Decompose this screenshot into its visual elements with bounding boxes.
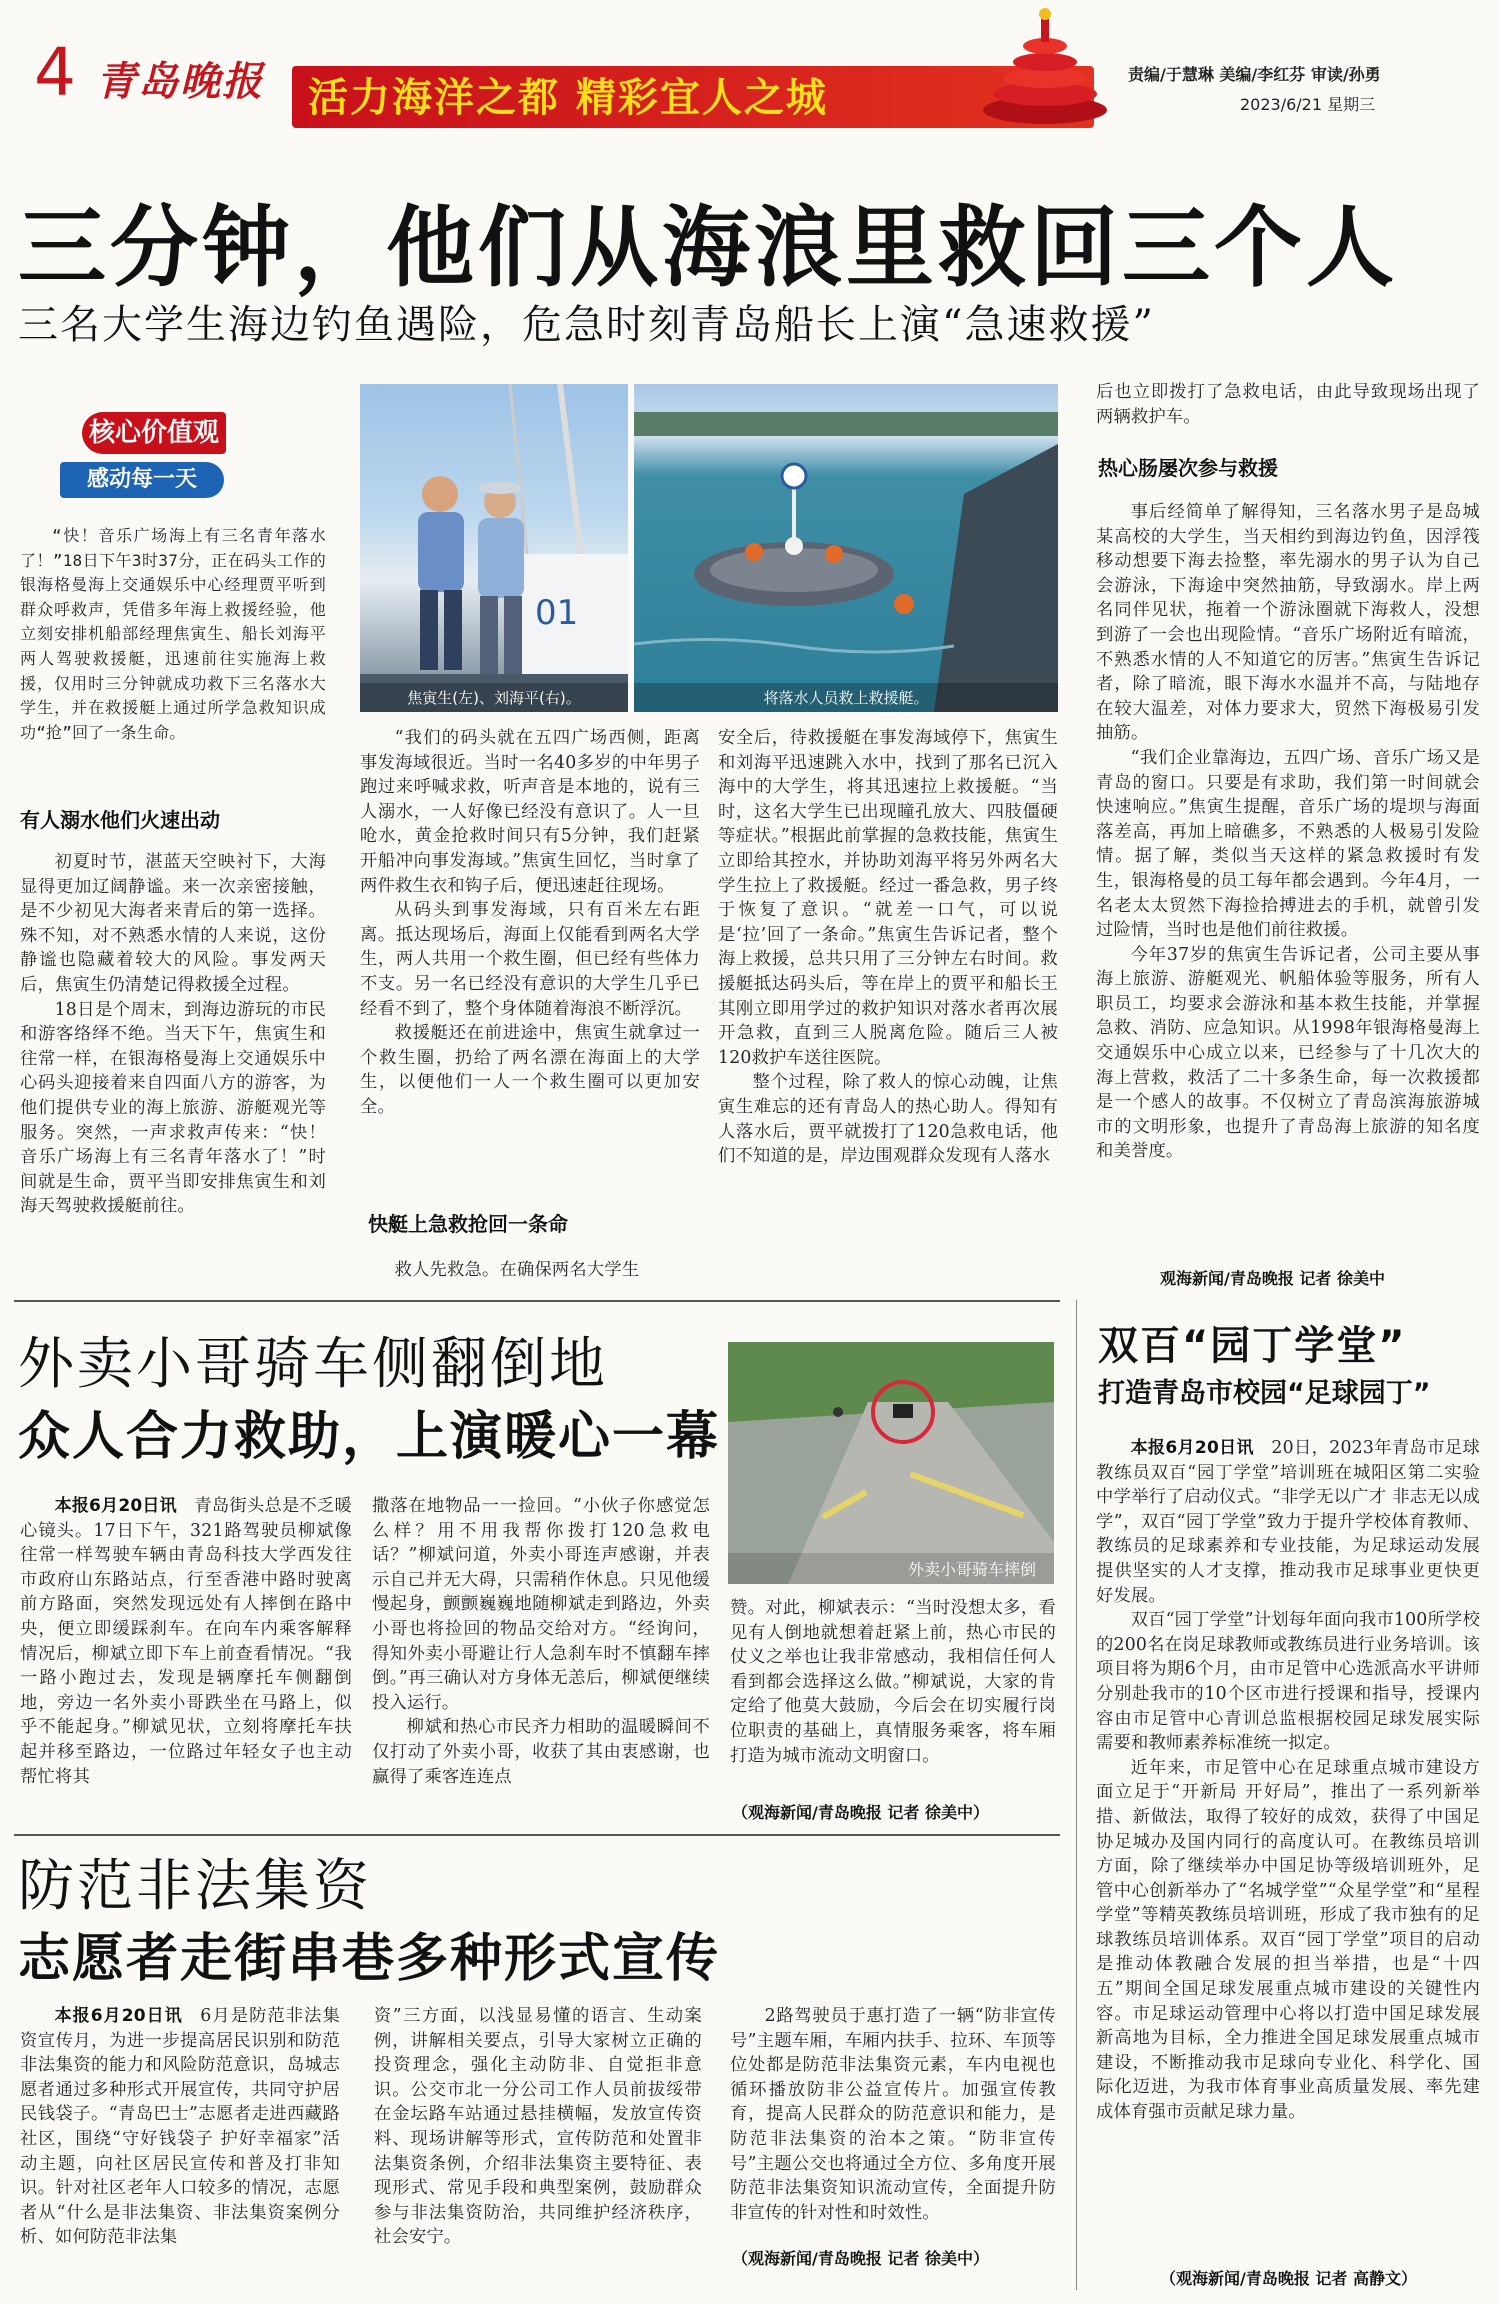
paragraph: 整个过程，除了救人的惊心动魄，让焦寅生难忘的还有青岛人的热心助人。得知有人落水后，贾平就拨打了120急救电话，他们不知道的是，岸边围观群众发现有人落水 [718, 1072, 1058, 1167]
paragraph-text: 青岛街头总是不乏暖心镜头。17日下午，321路驾驶员柳斌像往常一样驾驶车辆由青岛科技大学西发往市政府山东路站点，行至香港中路时驶离前方路面，突然发现远处有人摔倒在路中央，便立即缓踩刹车。在向车内乘客解释情况后，柳斌立即下车上前查看情况。“我一路小跑过去，发现是辆摩托车侧翻倒地，旁边一名外卖小哥跌坐在马路上，似乎不能起身。”柳斌见状，立刻将摩托车扶起并移至路边，一位路过年轻女子也主动帮忙将其 [20, 1496, 352, 1787]
paragraph: 撒落在地物品一一捡回。“小伙子你感觉怎么样？用不用我帮你拨打120急救电话？”柳斌问道，外卖小哥连声感谢，并表示自己并无大碍，只需稍作休息。只见他缓慢起身，颤颤巍巍地随柳斌走到路边，外卖小哥也将捡回的物品交给对方。“经询问，得知外卖小哥避让行人急刹车时不慎翻车摔倒。”再三确认对方身体无恙后，柳斌便继续投入运行。 [372, 1496, 710, 1713]
paragraph: 安全后，待救援艇在事发海域停下，焦寅生和刘海平迅速跳入水中，找到了那名已沉入海中的大学生，将其迅速拉上救援艇。“当时，这名大学生已出现瞳孔放大、四肢僵硬等症状。”根据此前掌握的急救技能，焦寅生立即给其控水，并协助刘海平将另外两名大学生拉上了救援艇。经过一番急救，男子终于恢复了意识。“就差一口气，可以说是‘拉’回了一条命。”焦寅生告诉记者，整个海上救援，总共只用了三分钟左右时间。救援艇抵达码头后，等在岸上的贾平和船长王其刚立即用学过的救护知识对落水者再次展开急救，直到三人脱离危险。随后三人被120救护车送往医院。 [718, 728, 1058, 1068]
paragraph: 初夏时节，湛蓝天空映衬下，大海显得更加辽阔静谧。来一次亲密接触，是不少初见大海者来青后的第一选择。殊不知，对不熟悉水情的人来说，这份静谧也隐藏着较大的风险。事发两天后，焦寅生仍清楚记得救援全过程。 [20, 852, 326, 995]
vertical-divider [1076, 1300, 1077, 2290]
badge-bottom: 感动每一天 [60, 462, 224, 498]
story1-lead [20, 524, 326, 745]
paragraph-text: 20日，2023年青岛市足球教练员双百“园丁学堂”培训班在城阳区第二实验中学举行了启动仪式。“非学无以广才 非志无以成学”，双百“园丁学堂”致力于提升学校体育教师、教练员的足球素养和专业技能，为足球运动发展提供坚实的人才支撑，推动我市足球事业更快更好发展。 [1096, 1438, 1480, 1606]
dateline: 本报6月20日讯 [54, 2006, 183, 2026]
rescue-boat-illustration [634, 384, 1058, 712]
paragraph: 2路驾驶员于惠打造了一辆“防非宣传号”主题车厢，车厢内扶手、拉环、车顶等位处都是防范非法集资元素，车内电视也循环播放防非公益宣传片。加强宣传教育，提高人民群众的防范意识和能力，是防范非法集资的治本之策。“防非宣传号”主题公交也将通过全方位、多角度开展防范非法集资知识流动宣传，全面提升防非宣传的针对性和时效性。 [730, 2006, 1056, 2223]
paragraph: 救援艇还在前进途中，焦寅生就拿过一个救生圈，扔给了两名漂在海面上的大学生，以便他们一人一个救生圈可以更加安全。 [360, 1023, 700, 1117]
dateline: 本报6月20日讯 [54, 1496, 177, 1516]
photo-rescuers [360, 384, 628, 712]
paragraph: “我们企业靠海边，五四广场、音乐广场又是青岛的窗口。只要是有求助，我们第一时间就会快速响应。”焦寅生提醒，音乐广场的堤坝与海面落差高，再加上暗礁多，不熟悉的人极易引发险情。据了解，类似当天这样的紧急救援时有发生，银海格曼的员工每年都会遇到。今年4月，一名老太太贸然下海捡拾搏进去的手机，就曾引发过险情，当时也是他们前往救援。 [1096, 747, 1480, 941]
divider [14, 1834, 1060, 1836]
story3-col1 [20, 2004, 340, 2250]
story3-headline-1: 防范非法集资 [18, 1854, 372, 1919]
paragraph: 后也立即拨打了急救电话，由此导致现场出现了两辆救护车。 [1096, 382, 1480, 427]
photo-rescue-boat [634, 384, 1058, 712]
story2-credit: （观海新闻/青岛晚报 记者 徐美中） [732, 1803, 989, 1822]
issue-date: 2023/6/21 星期三 [1240, 95, 1376, 114]
rescuers-illustration [360, 384, 628, 712]
story1-col2-end [360, 1258, 700, 1283]
lead-paragraph: “快！音乐广场海上有三名青年落水了！”18日下午3时37分，正在码头工作的银海格曼海上交通娱乐中心经理贾平听到群众呼救声，凭借多年海上救援经验，他立刻安排机船部经理焦寅生、船长刘海平两人驾驶救援艇，迅速前往实施海上救援，仅用时三分钟就成功救下三名落水大学生，并在救援艇上通过所学急救知识成功“抢”回了一条生命。 [20, 526, 326, 742]
paragraph [20, 1494, 352, 1789]
paragraph [20, 2004, 340, 2250]
story2-col3 [730, 1596, 1056, 1768]
story3-headline-2: 志愿者走街串巷多种形式宣传 [18, 1929, 721, 1989]
value-badge [60, 412, 226, 504]
staff-credits: 责编/于慧琳 美编/李红芬 审读/孙勇 [1128, 65, 1381, 84]
story1-col2 [360, 726, 700, 1120]
story3-credit: （观海新闻/青岛晚报 记者 徐美中） [732, 2249, 989, 2268]
dateline: 本报6月20日讯 [1130, 1438, 1254, 1458]
story1-subtitle-2: 快艇上急救抢回一条命 [368, 1212, 568, 1236]
story4-body [1096, 1436, 1480, 2125]
paragraph: 近年来，市足管中心在足球重点城市建设方面立足于“开新局 开好局”，推出了一系列新举措、新做法，取得了较好的成效，获得了中国足协足城办及国内同行的高度认可。在教练员培训方面，除了继续举办中国足协等级培训班外，足管中心创新举办了“名城学堂”“众星学堂”和“星程学堂”等精英教练员培训班，形成了我市独有的足球教练员培训体系。双百“园丁学堂”项目的启动是推动体教融合发展的担当举措，也是“十四五”期间全国足球发展重点城市建设的关键性内容。市足球运动管理中心将以打造中国足球发展新高地为目标，全力推进全国足球发展重点城市建设，不断推动我市足球向专业化、科学化、国际化迈进，为我市体育事业高质量发展、率先建成体育强市贡献足球力量。 [1096, 1757, 1480, 2123]
paper-name: 青岛晚报 [96, 58, 264, 105]
story2-col1 [20, 1494, 352, 1789]
paragraph-text: 6月是防范非法集资宣传月，为进一步提高居民识别和防范非法集资的能力和风险防范意识，岛城志愿者通过多种形式开展宣传，共同守护居民钱袋子。“青岛巴士”志愿者走进西藏路社区，围绕“守好钱袋子 护好幸福家”活动主题，向社区居民宣传和普及打非知识。针对社区老年人口较多的情况，志愿者从“什么是非法集资、非法集资案例分析、如何防范非法集 [20, 2006, 340, 2248]
paragraph: 事后经简单了解得知，三名落水男子是岛城某高校的大学生，当天相约到海边钓鱼，因浮筏移动想要下海去捡整，率先溺水的男子认为自己会游泳，下海途中突然抽筋，导致溺水。岸上两名同伴见状，拖着一个游泳圈就下海救人，没想到游了一会也出现险情。“音乐广场附近有暗流，不熟悉水情的人不知道它的厉害。”焦寅生告诉记者，除了暗流，眼下海水水温并不高，与陆地存在较大温差，对体力要求大，贸然下海极易引发抽筋。 [1096, 502, 1480, 744]
landmark-logo-icon [980, 6, 1110, 130]
paragraph: 18日是个周末，到海边游玩的市民和游客络绎不绝。当天下午，焦寅生和往常一样，在银海格曼海上交通娱乐中心码头迎接着来自四面八方的游客，为他们提供专业的海上旅游、游艇观光等服务。突然，一声求救声传来：“快！音乐广场海上有三名青年落水了！”时间就是生命，贾平当即安排焦寅生和刘海天驾驶救援艇前往。 [20, 999, 326, 1217]
paragraph: 救人先救急。在确保两名大学生 [394, 1260, 640, 1280]
paragraph: 资”三方面，以浅显易懂的语言、生动案例，讲解相关要点，引导大家树立正确的投资理念，强化主动防非、自觉拒非意识。公交市北一分公司工作人员前拔绥带在金坛路车站通过悬挂横幅，发放宣传资料、现场讲解等形式，宣传防范和处置非法集资条例，介绍非法集资主要特征、表现形式、常见手段和典型案例，鼓励群众参与非法集资防治，共同维护经济秩序，社会安宁。 [374, 2006, 702, 2248]
paragraph [1096, 1436, 1480, 1608]
story2-headline-1: 外卖小哥骑车侧翻倒地 [18, 1332, 608, 1397]
svg-text:01: 01 [535, 593, 579, 633]
story1-col4 [1096, 500, 1480, 1164]
paragraph: 柳斌和热心市民齐力相助的温暖瞬间不仅打动了外卖小哥，收获了其由衷感谢，也赢得了乘客连连点 [372, 1717, 710, 1787]
story2-col2 [372, 1494, 710, 1789]
paragraph: 赞。对此，柳斌表示：“当时没想太多，看见有人倒地就想着赶紧上前，热心市民的仗义之举也让我非常感动，我相信任何人看到都会选择这么做。”柳斌说，大家的肯定给了他莫大鼓励，今后会在切实履行岗位职责的基础上，真情服务乘客，将车厢打造为城市流动文明窗口。 [730, 1598, 1056, 1766]
badge-top: 核心价值观 [82, 412, 226, 454]
story4-credit: （观海新闻/青岛晚报 记者 高静文） [1160, 2269, 1417, 2288]
story1-credit: 观海新闻/青岛晚报 记者 徐美中 [1160, 1269, 1385, 1288]
story2-headline-2: 众人合力救助，上演暖心一幕 [18, 1407, 721, 1467]
paragraph: “我们的码头就在五四广场西侧，距离事发海域很近。当时一名40多岁的中年男子跑过来呼喊求救，听声音是本地的，说有三人溺水，一人好像已经没有意识了。人一旦呛水，黄金抢救时间只有5分钟，我们赶紧开船冲向事发海域。”焦寅生回忆，当时拿了两件救生衣和钩子后，便迅速赶往现场。 [360, 728, 700, 896]
photo-accident [728, 1342, 1054, 1584]
divider [14, 1300, 1060, 1302]
paragraph: 从码头到事发海域，只有百米左右距离。抵达现场后，海面上仅能看到两名大学生，两人共用一个救生圈，但已经有些体力不支。另一名已经没有意识的大学生几乎已经看不到了，整个身体随着海浪不断浮沉。 [360, 900, 700, 1019]
photo2-caption: 将落水人员救上救援艇。 [634, 683, 1058, 712]
banner-slogan: 活力海洋之都 精彩宜人之城 [308, 75, 828, 121]
story1-subtitle-3: 热心肠屡次参与救援 [1098, 456, 1278, 480]
story1-headline: 三分钟，他们从海浪里救回三个人 [18, 196, 1399, 299]
story1-col4-top [1096, 380, 1480, 429]
story1-col1 [20, 850, 326, 1219]
story1-subtitle-1: 有人溺水他们火速出动 [20, 808, 220, 832]
story1-subhead: 三名大学生海边钓鱼遇险，危急时刻青岛船长上演“急速救援” [18, 302, 1155, 348]
story4-headline-2: 打造青岛市校园“足球园丁” [1098, 1378, 1431, 1409]
story1-col3 [718, 726, 1058, 1169]
accident-photo-caption: 外卖小哥骑车摔倒 [728, 1553, 1054, 1584]
story4-headline-1: 双百“园丁学堂” [1098, 1323, 1407, 1369]
accident-illustration [728, 1342, 1054, 1584]
story3-col3 [730, 2004, 1056, 2225]
photo1-caption: 焦寅生(左)、刘海平(右)。 [360, 683, 628, 712]
paragraph: 双百“园丁学堂”计划每年面向我市100所学校的200名在岗足球教师或教练员进行业务培训。该项目将为期6个月，由市足管中心选派高水平讲师分别赴我市的10个区市进行授课和指导，授课内容由市足管中心青训总监根据校园足球发展实际需要和教师素养标准统一拟定。 [1096, 1610, 1480, 1754]
paragraph: 今年37岁的焦寅生告诉记者，公司主要从事海上旅游、游艇观光、帆船体验等服务，所有人职员工，均要求会游泳和基本救生技能，并掌握急救、消防、应急知识。从1998年银海格曼海上交通娱乐中心成立以来，已经参与了十几次大的海上营救，救活了二十多条生命，每一次救援都是一个感人的故事。不仅树立了青岛滨海旅游城市的文明形象，也提升了青岛海上旅游的知名度和美誉度。 [1096, 944, 1480, 1162]
page-number: 4 [34, 34, 76, 111]
story3-col2 [374, 2004, 702, 2250]
